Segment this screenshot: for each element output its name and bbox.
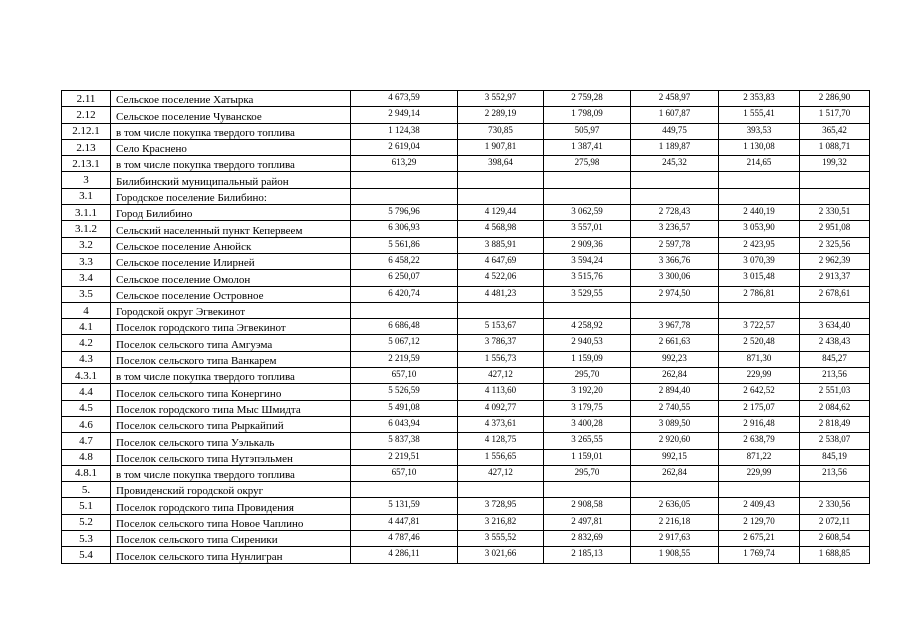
row-value-6: 2 325,56 bbox=[800, 237, 870, 253]
table-row bbox=[62, 449, 870, 465]
row-value-2: 730,85 bbox=[458, 123, 544, 139]
row-name: Провиденский городской округ bbox=[111, 482, 351, 498]
row-value-3: 2 497,81 bbox=[544, 514, 631, 530]
row-value-3: 3 594,24 bbox=[544, 253, 631, 269]
row-value-5: 2 423,95 bbox=[719, 237, 800, 253]
row-value-5: 2 440,19 bbox=[719, 205, 800, 221]
row-value-5: 2 409,43 bbox=[719, 498, 800, 514]
row-value-6: 365,42 bbox=[800, 123, 870, 139]
row-value-5 bbox=[719, 482, 800, 498]
row-value-1: 5 561,86 bbox=[351, 237, 458, 253]
row-value-5: 3 053,90 bbox=[719, 221, 800, 237]
row-value-3: 3 265,55 bbox=[544, 433, 631, 449]
row-name: в том числе покупка твердого топлива bbox=[111, 123, 351, 139]
row-code: 3.1 bbox=[62, 188, 111, 204]
row-value-3: 275,98 bbox=[544, 156, 631, 172]
row-name: Сельское поселение Хатырка bbox=[111, 91, 351, 107]
row-code: 3.2 bbox=[62, 237, 111, 253]
row-value-2: 427,12 bbox=[458, 368, 544, 384]
row-value-2: 3 555,52 bbox=[458, 531, 544, 547]
row-value-6: 199,32 bbox=[800, 156, 870, 172]
row-code: 4.6 bbox=[62, 416, 111, 432]
row-value-6: 2 551,03 bbox=[800, 384, 870, 400]
table-row bbox=[62, 384, 870, 400]
row-value-1: 5 491,08 bbox=[351, 400, 458, 416]
row-code: 4.7 bbox=[62, 433, 111, 449]
row-value-4: 2 636,05 bbox=[631, 498, 719, 514]
row-value-1: 6 420,74 bbox=[351, 286, 458, 302]
row-name: Город Билибино bbox=[111, 205, 351, 221]
row-value-4: 2 917,63 bbox=[631, 531, 719, 547]
row-value-4: 2 894,40 bbox=[631, 384, 719, 400]
row-value-5: 393,53 bbox=[719, 123, 800, 139]
row-value-6: 2 913,37 bbox=[800, 270, 870, 286]
row-value-5: 871,30 bbox=[719, 351, 800, 367]
row-value-2 bbox=[458, 302, 544, 318]
table-row bbox=[62, 531, 870, 547]
row-value-1: 4 447,81 bbox=[351, 514, 458, 530]
row-value-2: 4 647,69 bbox=[458, 253, 544, 269]
row-value-1: 613,29 bbox=[351, 156, 458, 172]
row-name: Поселок сельского типа Рыркайпий bbox=[111, 416, 351, 432]
row-value-1 bbox=[351, 188, 458, 204]
row-value-3: 3 529,55 bbox=[544, 286, 631, 302]
row-value-5: 2 638,79 bbox=[719, 433, 800, 449]
row-name: Поселок сельского типа Нунлигран bbox=[111, 547, 351, 563]
table-row bbox=[62, 302, 870, 318]
row-name: Поселок городского типа Провидения bbox=[111, 498, 351, 514]
row-value-6: 213,56 bbox=[800, 465, 870, 481]
row-value-2: 2 289,19 bbox=[458, 107, 544, 123]
row-value-1 bbox=[351, 482, 458, 498]
row-value-1 bbox=[351, 302, 458, 318]
row-value-1: 5 796,96 bbox=[351, 205, 458, 221]
table-row bbox=[62, 91, 870, 107]
row-code: 4.1 bbox=[62, 319, 111, 335]
table-row bbox=[62, 172, 870, 188]
row-value-5: 2 353,83 bbox=[719, 91, 800, 107]
row-value-3: 2 909,36 bbox=[544, 237, 631, 253]
row-value-5: 214,65 bbox=[719, 156, 800, 172]
row-value-4: 245,32 bbox=[631, 156, 719, 172]
row-value-5 bbox=[719, 302, 800, 318]
row-value-4: 2 661,63 bbox=[631, 335, 719, 351]
row-value-1: 6 250,07 bbox=[351, 270, 458, 286]
row-code: 4.2 bbox=[62, 335, 111, 351]
row-value-4: 3 967,78 bbox=[631, 319, 719, 335]
row-value-3: 3 557,01 bbox=[544, 221, 631, 237]
row-value-6 bbox=[800, 482, 870, 498]
row-code: 4.4 bbox=[62, 384, 111, 400]
row-value-4: 2 216,18 bbox=[631, 514, 719, 530]
row-code: 5.1 bbox=[62, 498, 111, 514]
row-value-3: 3 515,76 bbox=[544, 270, 631, 286]
row-value-3: 3 400,28 bbox=[544, 416, 631, 432]
row-value-5: 3 070,39 bbox=[719, 253, 800, 269]
row-name: Сельское поселение Островное bbox=[111, 286, 351, 302]
row-code: 2.12.1 bbox=[62, 123, 111, 139]
row-name: Поселок сельского типа Нутэпэльмен bbox=[111, 449, 351, 465]
row-value-6: 2 818,49 bbox=[800, 416, 870, 432]
row-value-6: 3 634,40 bbox=[800, 319, 870, 335]
row-name: Сельское поселение Илирней bbox=[111, 253, 351, 269]
row-value-3: 2 940,53 bbox=[544, 335, 631, 351]
row-value-5: 871,22 bbox=[719, 449, 800, 465]
row-code: 5.3 bbox=[62, 531, 111, 547]
row-value-3: 295,70 bbox=[544, 465, 631, 481]
row-value-6: 2 438,43 bbox=[800, 335, 870, 351]
row-value-5: 1 555,41 bbox=[719, 107, 800, 123]
row-value-4: 3 366,76 bbox=[631, 253, 719, 269]
row-value-1: 4 787,46 bbox=[351, 531, 458, 547]
row-value-4: 262,84 bbox=[631, 465, 719, 481]
row-value-5: 1 769,74 bbox=[719, 547, 800, 563]
table-row bbox=[62, 368, 870, 384]
row-value-1: 4 286,11 bbox=[351, 547, 458, 563]
row-code: 4.8.1 bbox=[62, 465, 111, 481]
row-value-5: 2 520,48 bbox=[719, 335, 800, 351]
row-value-5: 229,99 bbox=[719, 368, 800, 384]
row-value-3: 505,97 bbox=[544, 123, 631, 139]
table-row bbox=[62, 107, 870, 123]
table-body bbox=[62, 91, 870, 564]
row-name: в том числе покупка твердого топлива bbox=[111, 465, 351, 481]
row-value-6: 2 330,51 bbox=[800, 205, 870, 221]
row-value-6: 845,27 bbox=[800, 351, 870, 367]
row-value-2: 1 907,81 bbox=[458, 139, 544, 155]
row-code: 3.5 bbox=[62, 286, 111, 302]
table-row bbox=[62, 547, 870, 563]
row-value-4: 3 300,06 bbox=[631, 270, 719, 286]
row-value-6: 2 330,56 bbox=[800, 498, 870, 514]
row-value-2: 398,64 bbox=[458, 156, 544, 172]
row-value-2 bbox=[458, 482, 544, 498]
row-value-5: 3 015,48 bbox=[719, 270, 800, 286]
row-code: 3 bbox=[62, 172, 111, 188]
row-value-2 bbox=[458, 172, 544, 188]
row-value-3: 1 387,41 bbox=[544, 139, 631, 155]
row-value-5: 1 130,08 bbox=[719, 139, 800, 155]
row-value-1: 6 686,48 bbox=[351, 319, 458, 335]
row-value-4: 992,23 bbox=[631, 351, 719, 367]
row-value-3 bbox=[544, 302, 631, 318]
row-value-5: 3 722,57 bbox=[719, 319, 800, 335]
row-value-6: 2 072,11 bbox=[800, 514, 870, 530]
row-value-2: 4 129,44 bbox=[458, 205, 544, 221]
row-name: Поселок сельского типа Конергино bbox=[111, 384, 351, 400]
row-value-4 bbox=[631, 302, 719, 318]
row-value-2: 1 556,73 bbox=[458, 351, 544, 367]
row-value-5: 2 916,48 bbox=[719, 416, 800, 432]
row-value-1: 4 673,59 bbox=[351, 91, 458, 107]
row-name: Городское поселение Билибино: bbox=[111, 188, 351, 204]
row-value-2: 3 885,91 bbox=[458, 237, 544, 253]
row-value-6: 2 962,39 bbox=[800, 253, 870, 269]
table-row bbox=[62, 253, 870, 269]
row-value-5: 2 642,52 bbox=[719, 384, 800, 400]
row-name: Поселок сельского типа Уэлькаль bbox=[111, 433, 351, 449]
row-value-5: 2 786,81 bbox=[719, 286, 800, 302]
row-code: 2.12 bbox=[62, 107, 111, 123]
row-value-1: 2 219,51 bbox=[351, 449, 458, 465]
row-value-3: 2 832,69 bbox=[544, 531, 631, 547]
row-value-2: 1 556,65 bbox=[458, 449, 544, 465]
table-row bbox=[62, 351, 870, 367]
row-code: 3.4 bbox=[62, 270, 111, 286]
table-row bbox=[62, 139, 870, 155]
row-name: Городской округ Эгвекинот bbox=[111, 302, 351, 318]
row-value-2: 3 728,95 bbox=[458, 498, 544, 514]
row-value-4: 2 740,55 bbox=[631, 400, 719, 416]
row-value-4: 2 974,50 bbox=[631, 286, 719, 302]
row-value-6: 2 951,08 bbox=[800, 221, 870, 237]
row-code: 4.5 bbox=[62, 400, 111, 416]
row-name: Поселок сельского типа Сиреники bbox=[111, 531, 351, 547]
row-value-3 bbox=[544, 188, 631, 204]
row-value-3: 1 798,09 bbox=[544, 107, 631, 123]
row-value-2: 5 153,67 bbox=[458, 319, 544, 335]
row-value-4 bbox=[631, 188, 719, 204]
row-value-1 bbox=[351, 172, 458, 188]
table-row bbox=[62, 433, 870, 449]
table-row bbox=[62, 400, 870, 416]
row-value-3: 3 179,75 bbox=[544, 400, 631, 416]
row-code: 4.3 bbox=[62, 351, 111, 367]
row-value-3: 2 908,58 bbox=[544, 498, 631, 514]
row-value-2: 3 786,37 bbox=[458, 335, 544, 351]
row-value-5: 2 129,70 bbox=[719, 514, 800, 530]
row-value-3: 3 192,20 bbox=[544, 384, 631, 400]
row-code: 3.1.1 bbox=[62, 205, 111, 221]
row-code: 2.13 bbox=[62, 139, 111, 155]
row-value-4: 3 236,57 bbox=[631, 221, 719, 237]
row-name: Поселок сельского типа Новое Чаплино bbox=[111, 514, 351, 530]
row-value-2: 3 552,97 bbox=[458, 91, 544, 107]
table-row bbox=[62, 416, 870, 432]
row-value-2: 427,12 bbox=[458, 465, 544, 481]
row-value-3: 1 159,09 bbox=[544, 351, 631, 367]
row-value-2: 4 568,98 bbox=[458, 221, 544, 237]
row-name: Поселок городского типа Эгвекинот bbox=[111, 319, 351, 335]
row-value-6: 2 678,61 bbox=[800, 286, 870, 302]
row-value-3: 1 159,01 bbox=[544, 449, 631, 465]
row-value-3: 2 185,13 bbox=[544, 547, 631, 563]
row-value-1: 657,10 bbox=[351, 465, 458, 481]
row-value-4: 3 089,50 bbox=[631, 416, 719, 432]
row-code: 3.1.2 bbox=[62, 221, 111, 237]
row-code: 5.4 bbox=[62, 547, 111, 563]
row-value-3: 2 759,28 bbox=[544, 91, 631, 107]
row-name: Сельское поселение Омолон bbox=[111, 270, 351, 286]
row-value-5: 2 175,07 bbox=[719, 400, 800, 416]
row-name: в том числе покупка твердого топлива bbox=[111, 156, 351, 172]
row-value-4: 1 607,87 bbox=[631, 107, 719, 123]
row-name: Поселок сельского типа Амгуэма bbox=[111, 335, 351, 351]
tariff-table bbox=[61, 90, 870, 564]
row-value-1: 5 526,59 bbox=[351, 384, 458, 400]
table-row bbox=[62, 514, 870, 530]
row-value-1: 2 219,59 bbox=[351, 351, 458, 367]
row-value-4: 2 920,60 bbox=[631, 433, 719, 449]
row-value-6 bbox=[800, 188, 870, 204]
row-value-5: 229,99 bbox=[719, 465, 800, 481]
table-row bbox=[62, 188, 870, 204]
row-name: в том числе покупка твердого топлива bbox=[111, 368, 351, 384]
row-value-6: 2 538,07 bbox=[800, 433, 870, 449]
row-value-4: 1 189,87 bbox=[631, 139, 719, 155]
table-row bbox=[62, 465, 870, 481]
table-row bbox=[62, 319, 870, 335]
row-value-6 bbox=[800, 302, 870, 318]
row-value-5 bbox=[719, 172, 800, 188]
row-value-6: 845,19 bbox=[800, 449, 870, 465]
row-value-4: 1 908,55 bbox=[631, 547, 719, 563]
row-value-4: 2 458,97 bbox=[631, 91, 719, 107]
row-value-1: 6 306,93 bbox=[351, 221, 458, 237]
row-value-4: 2 597,78 bbox=[631, 237, 719, 253]
table-row bbox=[62, 237, 870, 253]
row-value-6: 2 608,54 bbox=[800, 531, 870, 547]
row-value-5: 2 675,21 bbox=[719, 531, 800, 547]
row-value-1: 1 124,38 bbox=[351, 123, 458, 139]
row-name: Сельский населенный пункт Кепервеем bbox=[111, 221, 351, 237]
table-row bbox=[62, 498, 870, 514]
row-value-2 bbox=[458, 188, 544, 204]
row-value-1: 5 837,38 bbox=[351, 433, 458, 449]
row-value-1: 5 131,59 bbox=[351, 498, 458, 514]
row-value-1: 2 949,14 bbox=[351, 107, 458, 123]
row-value-1: 6 458,22 bbox=[351, 253, 458, 269]
row-code: 3.3 bbox=[62, 253, 111, 269]
row-value-1: 657,10 bbox=[351, 368, 458, 384]
row-value-1: 6 043,94 bbox=[351, 416, 458, 432]
row-value-5 bbox=[719, 188, 800, 204]
row-value-4: 262,84 bbox=[631, 368, 719, 384]
row-name: Сельское поселение Чуванское bbox=[111, 107, 351, 123]
row-value-3 bbox=[544, 482, 631, 498]
table-row bbox=[62, 156, 870, 172]
row-value-6: 1 088,71 bbox=[800, 139, 870, 155]
table-row bbox=[62, 205, 870, 221]
row-name: Поселок городского типа Мыс Шмидта bbox=[111, 400, 351, 416]
row-code: 5.2 bbox=[62, 514, 111, 530]
row-code: 4.8 bbox=[62, 449, 111, 465]
row-value-2: 3 216,82 bbox=[458, 514, 544, 530]
table-row bbox=[62, 123, 870, 139]
row-code: 4 bbox=[62, 302, 111, 318]
row-value-1: 2 619,04 bbox=[351, 139, 458, 155]
row-code: 4.3.1 bbox=[62, 368, 111, 384]
table-row bbox=[62, 482, 870, 498]
row-value-4: 992,15 bbox=[631, 449, 719, 465]
row-code: 2.11 bbox=[62, 91, 111, 107]
row-value-2: 4 522,06 bbox=[458, 270, 544, 286]
row-value-2: 4 128,75 bbox=[458, 433, 544, 449]
row-value-2: 4 113,60 bbox=[458, 384, 544, 400]
row-name: Поселок сельского типа Ванкарем bbox=[111, 351, 351, 367]
row-value-2: 3 021,66 bbox=[458, 547, 544, 563]
row-name: Сельское поселение Анюйск bbox=[111, 237, 351, 253]
row-value-6: 1 688,85 bbox=[800, 547, 870, 563]
row-value-2: 4 373,61 bbox=[458, 416, 544, 432]
row-value-4: 449,75 bbox=[631, 123, 719, 139]
row-value-6: 2 084,62 bbox=[800, 400, 870, 416]
table-row bbox=[62, 335, 870, 351]
row-value-6: 1 517,70 bbox=[800, 107, 870, 123]
row-value-4 bbox=[631, 482, 719, 498]
row-value-3: 295,70 bbox=[544, 368, 631, 384]
row-value-2: 4 481,23 bbox=[458, 286, 544, 302]
row-value-2: 4 092,77 bbox=[458, 400, 544, 416]
row-value-6: 213,56 bbox=[800, 368, 870, 384]
row-value-3: 4 258,92 bbox=[544, 319, 631, 335]
table-row bbox=[62, 270, 870, 286]
row-code: 5. bbox=[62, 482, 111, 498]
table-row bbox=[62, 221, 870, 237]
row-value-6: 2 286,90 bbox=[800, 91, 870, 107]
row-value-4 bbox=[631, 172, 719, 188]
row-value-3 bbox=[544, 172, 631, 188]
row-value-6 bbox=[800, 172, 870, 188]
row-name: Билибинский муниципальный район bbox=[111, 172, 351, 188]
row-value-3: 3 062,59 bbox=[544, 205, 631, 221]
row-code: 2.13.1 bbox=[62, 156, 111, 172]
row-name: Село Краснено bbox=[111, 139, 351, 155]
table-row bbox=[62, 286, 870, 302]
row-value-1: 5 067,12 bbox=[351, 335, 458, 351]
row-value-4: 2 728,43 bbox=[631, 205, 719, 221]
